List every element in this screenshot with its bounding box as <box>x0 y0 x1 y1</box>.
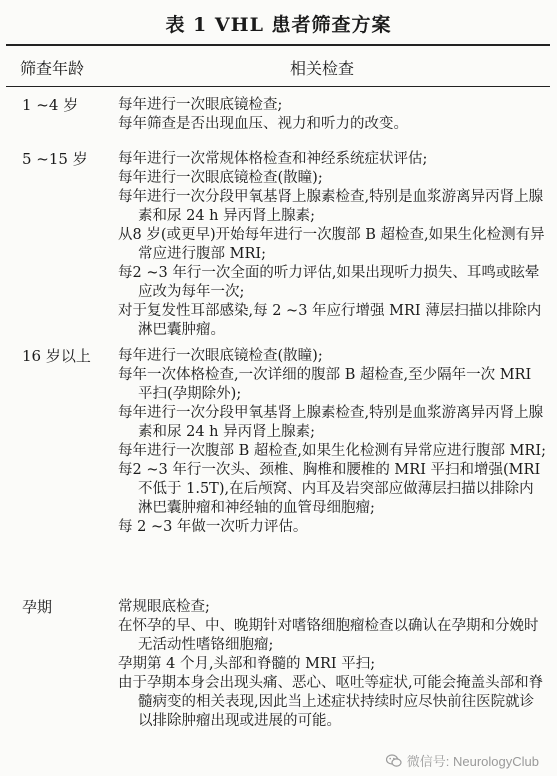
header-exams: 相关检查 <box>290 59 355 78</box>
exam-item: 每2 ~3 年行一次全面的听力评估,如果出现听力损失、耳鸣或眩晕应改为每年一次; <box>118 265 540 300</box>
exam-item: 每年一次体格检查,一次详细的腹部 B 超检查,至少隔年一次 MRI 平扫(孕期除外); <box>118 367 536 402</box>
age-cell: 16 岁以上 <box>22 347 91 365</box>
wechat-icon <box>386 754 402 768</box>
exam-item: 对于复发性耳部感染,每 2 ~3 年应行增强 MRI 薄层扫描以排除内淋巴囊肿瘤。 <box>118 303 542 338</box>
header-rule <box>6 86 550 87</box>
exam-item: 每年进行一次眼底镜检查; <box>118 97 283 113</box>
exam-item: 每年进行一次常规体格检查和神经系统症状评估; <box>118 151 428 167</box>
exam-item: 在怀孕的早、中、晚期针对嗜铬细胞瘤检查以确认在孕期和分娩时无活动性嗜铬细胞瘤; <box>118 618 539 653</box>
exam-item: 由于孕期本身会出现头痛、恶心、呕吐等症状,可能会掩盖头部和脊髓病变的相关表现,因此当上述症状持续时应尽快前往医院就诊以排除肿瘤出现或进展的可能。 <box>118 675 544 729</box>
top-rule <box>6 44 550 46</box>
exam-item: 每2 ~3 年行一次头、颈椎、胸椎和腰椎的 MRI 平扫和增强(MRI 不低于 1.5T),在后颅窝、内耳及岩突部应做薄层扫描以排除内淋巴囊肿瘤和神经轴的血管母细胞瘤; <box>118 462 545 516</box>
exam-item: 常规眼底检查; <box>118 599 210 615</box>
exams-cell <box>118 598 546 731</box>
age-cell: 5 ~15 岁 <box>22 150 88 168</box>
exam-item: 每年进行一次眼底镜检查(散瞳); <box>118 170 323 186</box>
watermark <box>386 751 539 770</box>
watermark-text: 微信号: NeurologyClub <box>406 754 539 769</box>
exams-cell <box>118 150 546 340</box>
age-cell: 孕期 <box>22 598 53 616</box>
exam-item: 每年筛查是否出现血压、视力和听力的改变。 <box>118 116 408 132</box>
exam-item: 孕期第 4 个月,头部和脊髓的 MRI 平扫; <box>118 656 376 672</box>
exams-cell <box>118 96 546 134</box>
table-title: 表 1 VHL 患者筛查方案 <box>165 14 392 36</box>
exam-item: 每年进行一次腹部 B 超检查,如果生化检测有异常应进行腹部 MRI; <box>118 443 546 459</box>
exam-item: 从8 岁(或更早)开始每年进行一次腹部 B 超检查,如果生化检测有异常应进行腹部 MRI; <box>118 227 545 262</box>
exam-item: 每 2 ~3 年做一次听力评估。 <box>118 519 308 535</box>
exam-item: 每年进行一次分段甲氧基肾上腺素检查,特别是血浆游离异丙肾上腺素和尿 24 h 异丙肾上腺素; <box>118 189 544 224</box>
header-age: 筛查年龄 <box>20 59 85 78</box>
age-cell: 1 ~4 岁 <box>22 96 79 114</box>
exams-cell <box>118 347 546 537</box>
exam-item: 每年进行一次分段甲氧基肾上腺素检查,特别是血浆游离异丙肾上腺素和尿 24 h 异丙肾上腺素; <box>118 405 544 440</box>
exam-item: 每年进行一次眼底镜检查(散瞳); <box>118 348 323 364</box>
